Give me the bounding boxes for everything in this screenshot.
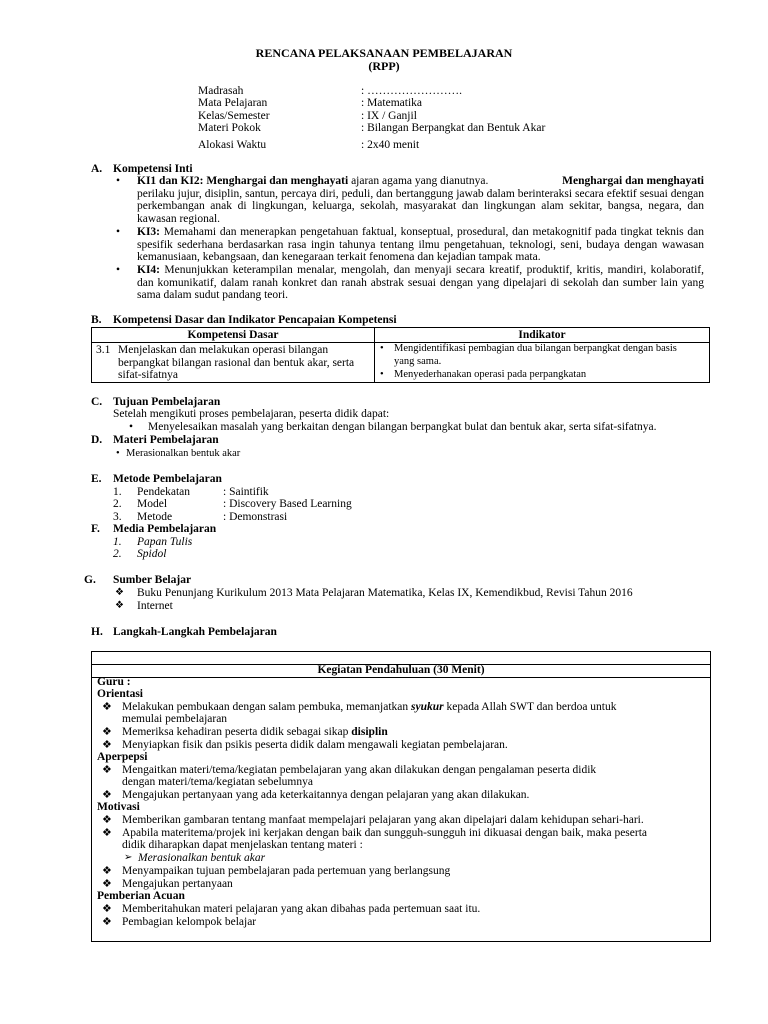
acuan-item: Memberitahukan materi pelajaran yang akan dibahas pada pertemuan saat itu. bbox=[122, 903, 481, 915]
section-f-number: F. bbox=[91, 523, 100, 535]
identity-label: Kelas/Semester bbox=[198, 110, 270, 122]
motivasi-heading: Motivasi bbox=[97, 801, 140, 813]
ki3-text: Memahami dan menerapkan pengetahuan faktual, konseptual, prosedural, dan metakognitif pada tingkat teknis dan spesifik sederhana berdasarkan rasa ingin tahunya tentang ilmu pengetahuan, teknologi, seni, budaya dengan wawasan kemanusiaan, kebangsaan, dan kenegaraan terkait fenomena dan kejadian tampak mata. bbox=[137, 226, 704, 264]
section-b-number: B. bbox=[91, 314, 102, 326]
guru-label: Guru : bbox=[97, 676, 131, 688]
section-c-number: C. bbox=[91, 396, 103, 408]
diamond-bullet-icon: ❖ bbox=[115, 600, 124, 611]
identity-label: Madrasah bbox=[198, 85, 244, 97]
indicator-item: Menyederhanakan operasi pada perpangkatan bbox=[394, 369, 587, 380]
ki12-paragraph bbox=[137, 175, 704, 225]
media-item: Papan Tulis bbox=[137, 536, 193, 548]
indicator-item: Mengidentifikasi pembagian dua bilangan berpangkat dengan basis yang sama. bbox=[394, 343, 677, 367]
ki3-paragraph bbox=[137, 226, 704, 264]
motivasi-item: Mengajukan pertanyaan bbox=[122, 878, 233, 890]
document-subtitle: (RPP) bbox=[368, 59, 400, 73]
diamond-bullet-icon: ❖ bbox=[115, 587, 124, 598]
bullet-icon: • bbox=[129, 421, 134, 433]
method-number: 3. bbox=[113, 511, 122, 523]
disiplin-emphasis: disiplin bbox=[351, 726, 388, 738]
acuan-item: Pembagian kelompok belajar bbox=[122, 916, 257, 928]
bullet-icon: • bbox=[116, 226, 121, 238]
indicator-column-header: Indikator bbox=[518, 329, 566, 341]
source-item: Internet bbox=[137, 600, 173, 612]
diamond-bullet-icon: ❖ bbox=[102, 903, 112, 915]
section-g-number: G. bbox=[84, 574, 96, 586]
section-h-title: Langkah-Langkah Pembelajaran bbox=[113, 626, 277, 638]
section-g-title: Sumber Belajar bbox=[113, 574, 192, 586]
media-item: Spidol bbox=[137, 548, 167, 560]
diamond-bullet-icon: ❖ bbox=[102, 701, 112, 713]
section-a-number: A. bbox=[91, 163, 103, 175]
identity-label: Alokasi Waktu bbox=[198, 139, 267, 151]
ki3-label: KI3: bbox=[137, 226, 160, 238]
motivasi-item: Memberikan gambaran tentang manfaat mempelajari pelajaran yang akan dipelajari dalam kehidupan sehari-hari. bbox=[122, 814, 644, 826]
document-title: RENCANA PELAKSANAAN PEMBELAJARAN bbox=[255, 46, 513, 60]
identity-value: : ……………………. bbox=[361, 85, 462, 97]
section-d-item: Merasionalkan bentuk akar bbox=[126, 448, 241, 459]
method-value: : Saintifik bbox=[223, 486, 269, 498]
apersepsi-item-cont: dengan materi/tema/kegiatan sebelumnya bbox=[122, 776, 313, 788]
section-c-title: Tujuan Pembelajaran bbox=[113, 396, 221, 408]
section-e-number: E. bbox=[91, 473, 102, 485]
ki12-emph-2: Menghargai dan menghayati bbox=[562, 175, 704, 187]
diamond-bullet-icon: ❖ bbox=[102, 764, 112, 776]
identity-value: : Bilangan Berpangkat dan Bentuk Akar bbox=[361, 122, 546, 134]
media-number: 2. bbox=[113, 548, 122, 560]
ki4-text: Menunjukkan keterampilan menalar, mengolah, dan menyaji secara kreatif, produktif, kritis, mandiri, kolaboratif, dan komunikatif, dalam ranah konkret dan ranah abstrak sesuai dengan yang dipelajari di sekolah dan sumber lain yang sama dalam sudut pandang teori. bbox=[137, 264, 704, 302]
opening-activity-header: Kegiatan Pendahuluan (30 Menit) bbox=[317, 664, 485, 676]
method-value: : Discovery Based Learning bbox=[223, 498, 352, 510]
ki12-label: KI1 dan KI2: bbox=[137, 175, 204, 187]
diamond-bullet-icon: ❖ bbox=[102, 814, 112, 826]
kd-column-header: Kompetensi Dasar bbox=[187, 329, 279, 341]
method-number: 2. bbox=[113, 498, 122, 510]
section-b-title: Kompetensi Dasar dan Indikator Pencapaian Kompetensi bbox=[113, 314, 397, 326]
identity-label: Materi Pokok bbox=[198, 122, 261, 134]
diamond-bullet-icon: ❖ bbox=[102, 739, 112, 751]
orientasi-heading: Orientasi bbox=[97, 688, 143, 700]
method-value: : Demonstrasi bbox=[223, 511, 288, 523]
bullet-icon: • bbox=[116, 175, 121, 187]
media-number: 1. bbox=[113, 536, 122, 548]
section-c-intro: Setelah mengikuti proses pembelajaran, peserta didik dapat: bbox=[113, 408, 390, 420]
ki12-text-rest: perilaku jujur, disiplin, santun, percaya diri, peduli, dan bertanggung jawab dalam berinteraksi secara efektif sesuai dengan perkembangan anak di lingkungan, keluarga, sekolah, masyarakat dan lingkungan alam sekitar, bangsa, negara, dan kawasan regional. bbox=[137, 187, 704, 225]
apersepsi-item: Mengajukan pertanyaan yang ada keterkaitannya dengan pelajaran yang akan dilakukan. bbox=[122, 789, 530, 801]
ki12-emph-1: Menghargai dan menghayati bbox=[206, 175, 349, 187]
diamond-bullet-icon: ❖ bbox=[102, 827, 112, 839]
section-f-title: Media Pembelajaran bbox=[113, 523, 217, 535]
apersepsi-heading: Aperpepsi bbox=[97, 751, 148, 763]
kd-indicator-table bbox=[91, 327, 710, 383]
kd-number: 3.1 bbox=[96, 344, 111, 356]
apersepsi-item: Mengaitkan materi/tema/kegiatan pembelajaran yang akan dilakukan dengan pengalaman peserta didik bbox=[122, 764, 597, 776]
arrow-bullet-icon: ➢ bbox=[124, 852, 133, 863]
bullet-icon: • bbox=[380, 343, 384, 354]
diamond-bullet-icon: ❖ bbox=[102, 878, 112, 890]
ki12-text-1: ajaran agama yang dianutnya. bbox=[348, 175, 489, 187]
section-a-title: Kompetensi Inti bbox=[113, 163, 193, 175]
identity-value: : IX / Ganjil bbox=[361, 110, 417, 122]
bullet-icon: • bbox=[116, 264, 121, 276]
diamond-bullet-icon: ❖ bbox=[102, 865, 112, 877]
motivasi-item: Apabila materitema/projek ini kerjakan dengan baik dan sungguh-sungguh ini dikuasai dengan baik, maka peserta bbox=[122, 827, 648, 839]
identity-value: : Matematika bbox=[361, 97, 422, 109]
identity-value: : 2x40 menit bbox=[361, 139, 420, 151]
section-c-item: Menyelesaikan masalah yang berkaitan dengan bilangan berpangkat bulat dan bentuk akar, serta sifat-sifatnya. bbox=[148, 421, 657, 433]
motivasi-item-cont: didik diharapkan dapat menjelaskan tentang materi : bbox=[122, 839, 363, 851]
orientasi-item: Memeriksa kehadiran peserta didik sebagai sikap disiplin bbox=[122, 726, 388, 738]
orientasi-item: Melakukan pembukaan dengan salam pembuka, memanjatkan syukur kepada Allah SWT dan berdoa untuk bbox=[122, 701, 617, 713]
ki4-paragraph bbox=[137, 264, 704, 302]
diamond-bullet-icon: ❖ bbox=[102, 916, 112, 928]
orientasi-item-cont: memulai pembelajaran bbox=[122, 713, 228, 725]
source-item: Buku Penunjang Kurikulum 2013 Mata Pelajaran Matematika, Kelas IX, Kemendikbud, Revisi Tahun 2016 bbox=[137, 587, 633, 599]
bullet-icon: • bbox=[380, 369, 384, 380]
bullet-icon: • bbox=[116, 448, 120, 459]
section-h-number: H. bbox=[91, 626, 103, 638]
motivasi-item: Menyampaikan tujuan pembelajaran pada pertemuan yang berlangsung bbox=[122, 865, 451, 877]
ki4-label: KI4: bbox=[137, 264, 160, 276]
motivasi-subitem: Merasionalkan bentuk akar bbox=[138, 852, 266, 864]
diamond-bullet-icon: ❖ bbox=[102, 726, 112, 738]
identity-label: Mata Pelajaran bbox=[198, 97, 268, 109]
orientasi-item: Menyiapkan fisik dan psikis peserta didik dalam mengawali kegiatan pembelajaran. bbox=[122, 739, 508, 751]
method-label: Pendekatan bbox=[137, 486, 191, 498]
section-d-title: Materi Pembelajaran bbox=[113, 434, 219, 446]
syukur-emphasis: syukur bbox=[411, 701, 444, 713]
diamond-bullet-icon: ❖ bbox=[102, 789, 112, 801]
section-e-title: Metode Pembelajaran bbox=[113, 473, 222, 485]
method-label: Model bbox=[137, 498, 168, 510]
section-d-number: D. bbox=[91, 434, 103, 446]
kd-text: Menjelaskan dan melakukan operasi bilangan berpangkat bilangan rasional dan bentuk akar, serta sifat-sifatnya bbox=[118, 344, 355, 382]
method-number: 1. bbox=[113, 486, 122, 498]
method-label: Metode bbox=[137, 511, 173, 523]
acuan-heading: Pemberian Acuan bbox=[97, 890, 185, 902]
